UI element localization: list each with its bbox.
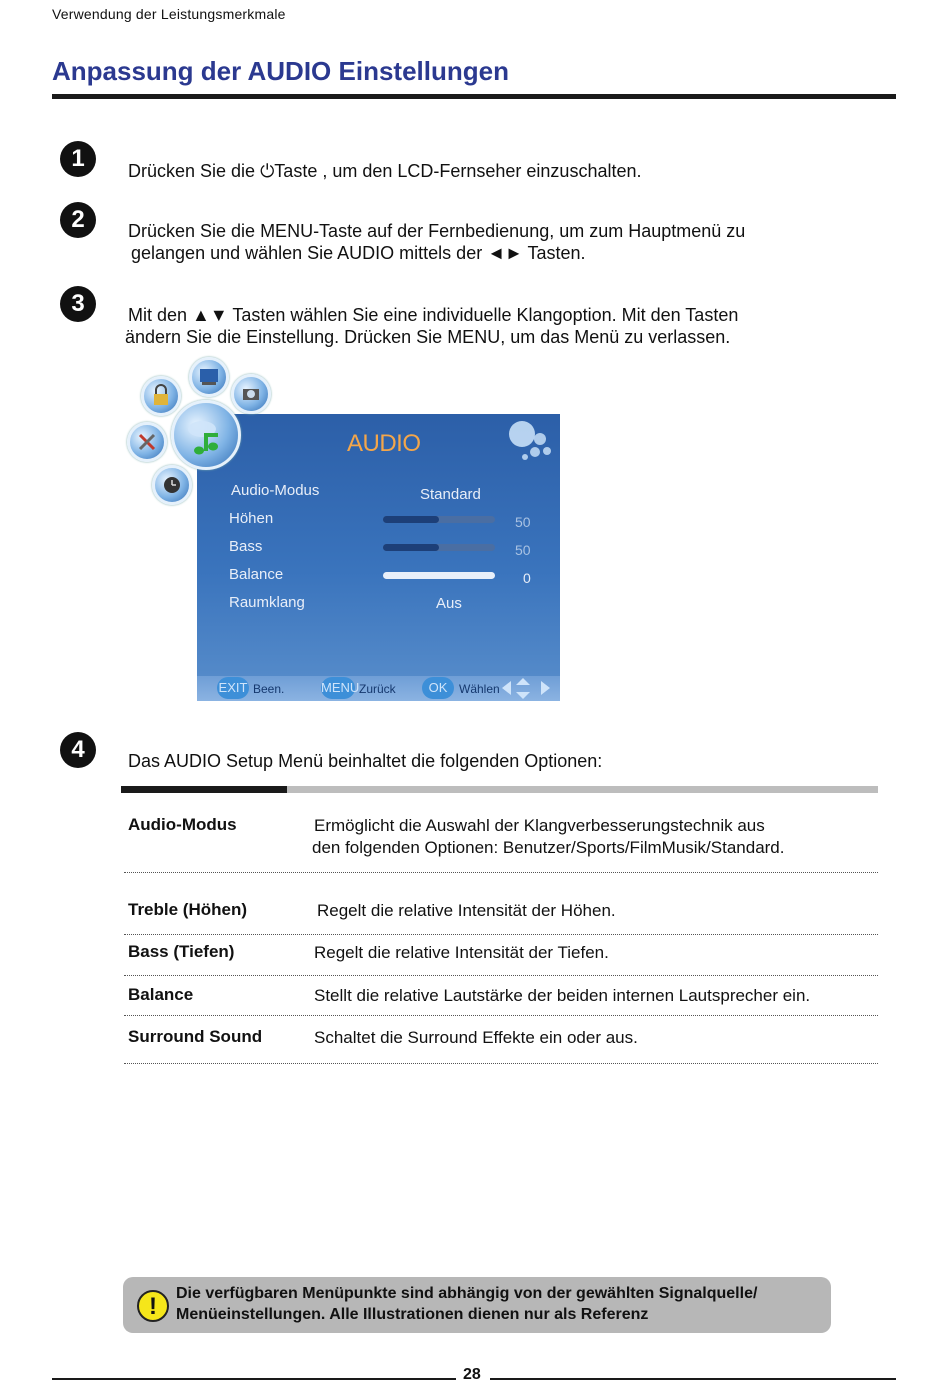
footer-rule-left [52,1378,456,1380]
exit-label: Been. [253,682,285,696]
table-header-bar-dark [121,786,287,793]
table-header-bar-light [287,786,878,793]
tv-row-raumklang-label[interactable]: Raumklang [229,594,305,611]
page-number: 28 [463,1366,481,1383]
ok-label: Wählen [459,682,500,696]
title-rule [52,94,896,99]
step-number-3: 3 [60,286,96,322]
option-desc-audio-modus-line1: Ermöglicht die Auswahl der Klangverbesserungstechnik aus [314,816,765,835]
tv-audio-menu [197,414,560,701]
ok-button[interactable]: OK [422,677,454,699]
tv-row-bass-label[interactable]: Bass [229,538,263,555]
tv-row-balance-label[interactable]: Balance [229,566,284,583]
step-2-line1: Drücken Sie die MENU-Taste auf der Fernbedienung, um zum Hauptmenü zu [128,221,746,241]
tv-row-balance-slider[interactable] [383,572,495,579]
section-header: Verwendung der Leistungsmerkmale [52,6,286,22]
step-3-line2: ändern Sie die Einstellung. Drücken Sie MENU, um das Menü zu verlassen. [125,327,731,347]
tv-row-hoehen-slider[interactable] [383,516,495,523]
table-divider [124,975,878,976]
tv-menu-footer [197,676,560,701]
tv-row-hoehen-label[interactable]: Höhen [229,510,274,527]
option-term-treble: Treble (Höhen) [128,900,248,919]
menu-button[interactable]: MENU [321,677,355,699]
tools-icon[interactable] [127,422,167,462]
step-3-line1: Mit den ▲▼ Tasten wählen Sie eine individuelle Klangoption. Mit den Tasten [128,305,739,325]
option-desc-bass: Regelt die relative Intensität der Tiefen. [314,943,609,962]
warning-icon: ! [137,1290,169,1322]
page-title: Anpassung der AUDIO Einstellungen [52,56,509,86]
option-desc-treble: Regelt die relative Intensität der Höhen. [317,901,616,920]
menu-label: Zurück [359,682,396,696]
clock-icon[interactable] [152,465,192,505]
navigation-arrows-icon [499,676,553,701]
table-divider [124,1063,878,1064]
exit-button[interactable]: EXIT [217,677,249,699]
tv-row-raumklang-value: Aus [436,595,462,612]
table-divider [124,1015,878,1016]
note-line-2: Menüeinstellungen. Alle Illustrationen dienen nur als Referenz [176,1306,649,1323]
bubbles-decoration-icon [507,419,557,464]
tv-menu-title: AUDIO [347,430,421,457]
option-term-audio-modus: Audio-Modus [128,815,237,834]
step-4-text: Das AUDIO Setup Menü beinhaltet die folgenden Optionen: [128,751,603,771]
footer-rule-right [490,1378,896,1380]
option-term-bass: Bass (Tiefen) [128,942,235,961]
tv-row-bass-value: 50 [515,542,531,558]
music-note-icon[interactable] [171,400,241,470]
tv-row-hoehen-slider-fill [383,516,439,523]
step-number-1: 1 [60,141,96,177]
tv-row-balance-value: 0 [523,570,531,586]
tv-row-bass-slider[interactable] [383,544,495,551]
step-1-text: Drücken Sie die ⏻Taste , um den LCD-Fernseher einzuschalten. [128,161,642,181]
step-number-2: 2 [60,202,96,238]
option-term-balance: Balance [128,985,194,1004]
satellite-dish-icon[interactable] [189,357,229,397]
table-divider [124,872,878,873]
note-line-1: Die verfügbaren Menüpunkte sind abhängig von der gewählten Signalquelle/ [176,1285,758,1302]
option-desc-audio-modus-line2: den folgenden Optionen: Benutzer/Sports/FilmMusik/Standard. [312,838,785,857]
step-number-4: 4 [60,732,96,768]
tv-row-audio-modus-label[interactable]: Audio-Modus [231,482,320,499]
step-2-line2: gelangen und wählen Sie AUDIO mittels der ◄► Tasten. [131,243,586,263]
tv-row-audio-modus-value: Standard [420,486,481,503]
table-divider [124,934,878,935]
note-text [176,1283,826,1325]
tv-row-bass-slider-fill [383,544,439,551]
option-term-surround: Surround Sound [128,1027,263,1046]
tv-row-hoehen-value: 50 [515,514,531,530]
option-desc-surround: Schaltet die Surround Effekte ein oder aus. [314,1028,638,1047]
option-desc-balance: Stellt die relative Lautstärke der beiden internen Lautsprecher ein. [314,986,811,1005]
